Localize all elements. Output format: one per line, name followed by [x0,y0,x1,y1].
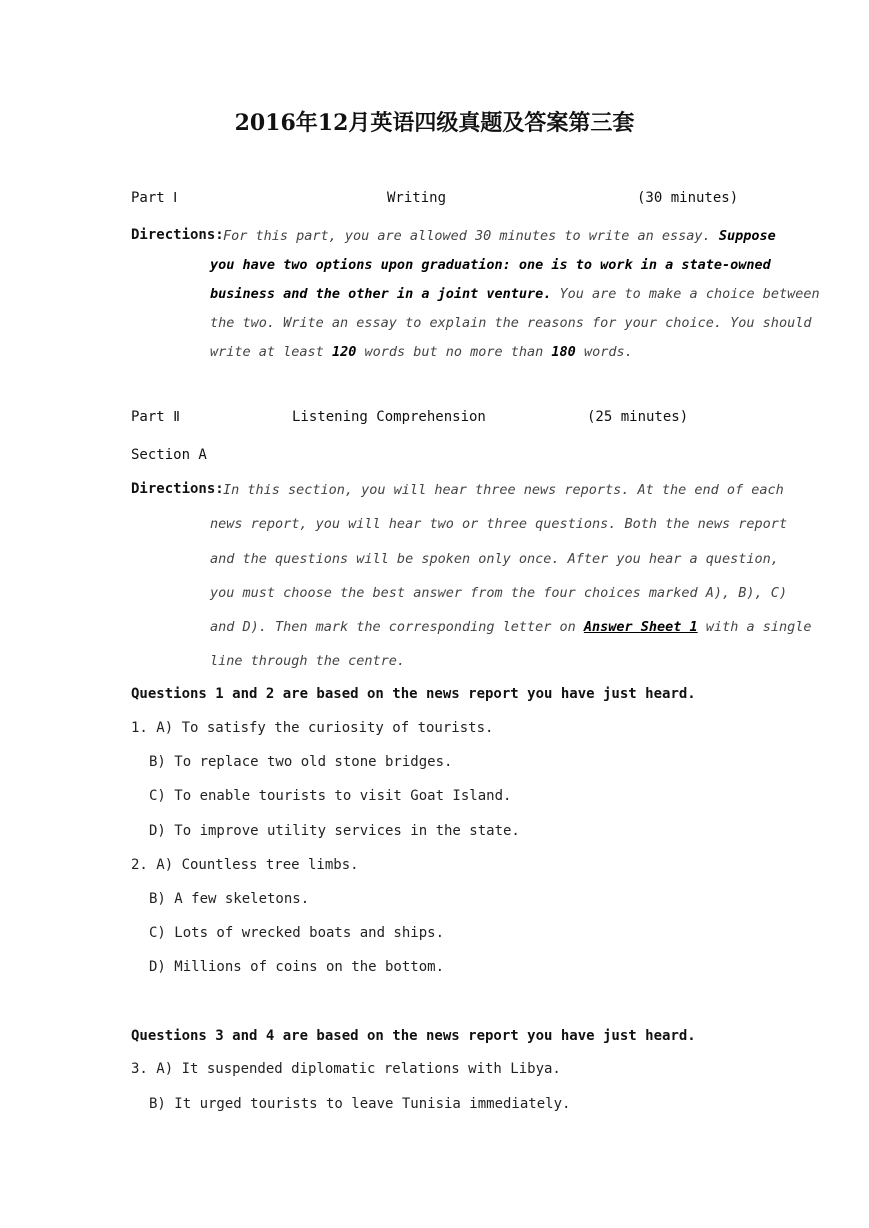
part2-directions-line1: In this section, you will hear three news reports. At the end of each [223,482,784,498]
part1-directions-line3: business and the other in a joint venture. You are to make a choice between [210,286,820,302]
part2-directions-line4: you must choose the best answer from the four choices marked A), B), C) [210,585,788,601]
part1-directions-label: Directions: [131,227,224,243]
questions-3-4-header: Questions 3 and 4 are based on the news report you have just heard. [131,1028,696,1044]
part1-directions-line2: you have two options upon graduation: one is to work in a state-owned [210,257,771,273]
part1-label: Part Ⅰ [131,190,178,206]
part2-time: (25 minutes) [587,409,689,425]
q2-option-c: C) Lots of wrecked boats and ships. [149,925,445,941]
part1-directions-line1: For this part, you are allowed 30 minutes to write an essay. Suppose [223,228,776,244]
q2-option-a: 2. A) Countless tree limbs. [131,857,359,873]
q1-option-d: D) To improve utility services in the state. [149,823,520,839]
q3-option-b: B) It urged tourists to leave Tunisia immediately. [149,1096,571,1112]
questions-1-2-header: Questions 1 and 2 are based on the news report you have just heard. [131,686,696,702]
q1-option-a: 1. A) To satisfy the curiosity of tourists. [131,720,494,736]
part2-name: Listening Comprehension [292,409,486,425]
part2-label: Part Ⅱ [131,409,181,425]
part2-directions-label: Directions: [131,481,224,497]
q2-option-d: D) Millions of coins on the bottom. [149,959,445,975]
q3-option-a: 3. A) It suspended diplomatic relations with Libya. [131,1061,561,1077]
q2-option-b: B) A few skeletons. [149,891,310,907]
part1-time: (30 minutes) [637,190,739,206]
part2-directions-line6: line through the centre. [210,653,406,669]
part2-directions-line2: news report, you will hear two or three questions. Both the news report [210,516,788,532]
q1-option-b: B) To replace two old stone bridges. [149,754,453,770]
section-a-heading: Section A [131,447,207,463]
q1-option-c: C) To enable tourists to visit Goat Island. [149,788,512,804]
part2-directions-line5: and D). Then mark the corresponding letter on Answer Sheet 1 with a single [210,619,812,635]
part1-directions-line5: write at least 120 words but no more than 180 words. [210,344,633,360]
document-title: 2016年12月英语四级真题及答案第三套 [234,110,635,136]
part2-directions-line3: and the questions will be spoken only once. After you hear a question, [210,551,779,567]
part1-directions-line4: the two. Write an essay to explain the reasons for your choice. You should [210,315,812,331]
part1-name: Writing [387,190,447,206]
